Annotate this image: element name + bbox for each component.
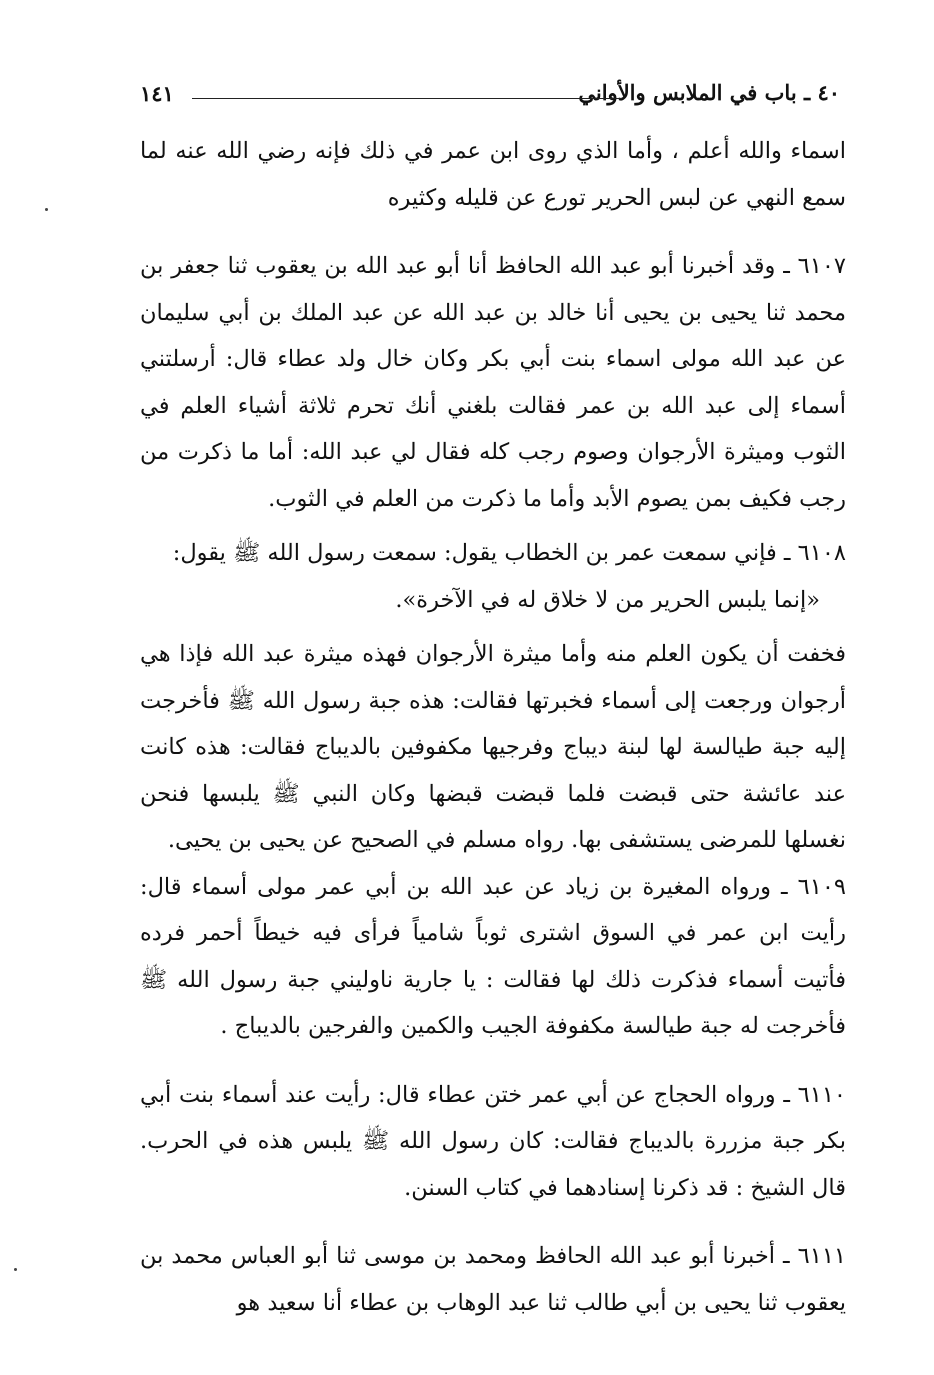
hadith-number: ٦١٠٨ — [797, 540, 846, 566]
hadith-number: ٦١٠٩ — [797, 873, 846, 900]
paragraph-text: ـ وقد أخبرنا أبو عبد الله الحافظ أنا أبو عبد الله بن يعقوب ثنا جعفر بن محمد ثنا يحيى بن يحيى أنا خالد بن عبد الله عن عبد الملك بن أبي سليمان عن عبد الله مولى اسماء بنت أبي بكر وكان خال ولد عطاء قال: أرسلتني أسماء إلى عبد الله بن عمر فقالت بلغني أنك تحرم ثلاثة أشياء العلم في الثوب وميثرة الأرجوان وصوم رجب كله فقال لي عبد الله: أما ما ذكرت من رجب فكيف بمن يصوم الأبد وأما ما ذكرت من العلم في الثوب. — [140, 253, 846, 512]
paragraph-text: ـ فإني سمعت عمر بن الخطاب يقول: سمعت رسول الله ﷺ يقول: — [172, 540, 791, 566]
paragraph-text: ـ ورواه الحجاج عن أبي عمر ختن عطاء قال: رأيت عند أسماء بنت أبي بكر جبة مزررة بالديباج فقالت: كان رسول الله ﷺ يلبس هذه في الحرب. قال الشيخ : قد ذكرنا إسنادهما في كتاب السنن. — [140, 1081, 846, 1201]
paragraph-text: ـ ورواه المغيرة بن زياد عن عبد الله بن أبي عمر مولى أسماء قال: رأيت ابن عمر في السوق اشترى ثوباً شامياً فرأى فيه خيطاً أحمر فرده فأتيت أسماء فذكرت ذلك لها فقالت : يا جارية ناوليني جبة رسول الله ﷺ فأخرجت له جبة طيالسة مكفوفة الجيب والكمين والفرجين بالديباج . — [140, 873, 846, 1039]
margin-speck — [14, 1268, 17, 1271]
hadith-6108 — [140, 530, 846, 577]
hadith-6110 — [140, 1072, 846, 1212]
hadith-number: ٦١٠٧ — [797, 253, 846, 279]
hadith-6111 — [140, 1233, 846, 1326]
hadith-quote — [140, 577, 846, 624]
paragraph-text: اسماء والله أعلم ، وأما الذي روى ابن عمر في ذلك فإنه رضي الله عنه لما سمع النهي عن لبس الحرير تورع عن قليله وكثيره — [140, 138, 846, 211]
hadith-6109 — [140, 864, 846, 1050]
quote-text: «إنما يلبس الحرير من لا خلاق له في الآخرة». — [395, 586, 820, 613]
paragraph-text: ـ أخبرنا أبو عبد الله الحافظ ومحمد بن موسى ثنا أبو العباس محمد بن يعقوب ثنا يحيى بن أبي طالب ثنا عبد الوهاب بن عطاء أنا سعيد هو — [140, 1243, 846, 1316]
hadith-number: ٦١١١ — [797, 1243, 846, 1269]
paragraph-continuation — [140, 631, 846, 864]
hadith-number: ٦١١٠ — [797, 1081, 847, 1108]
margin-speck — [45, 208, 48, 211]
body-text — [140, 128, 846, 1326]
paragraph-intro — [140, 128, 846, 221]
paragraph-text: فخفت أن يكون العلم منه وأما ميثرة الأرجوان فهذه ميثرة عبد الله فإذا هي أرجوان ورجعت إلى أسماء فخبرتها فقالت: هذه جبة رسول الله ﷺ فأخرجت إليه جبة طيالسة لها لبنة ديباج وفرجيها مكفوفين بالديباج فقالت: هذه كانت عند عائشة حتى قبضت فلما قبضت قبضها وكان النبي ﷺ يلبسها فنحن نغسلها للمرضى يستشفى بها. رواه مسلم في الصحيح عن يحيى بن يحيى. — [140, 641, 846, 853]
page-number: ١٤١ — [140, 81, 174, 106]
header-rule — [192, 98, 622, 99]
chapter-title: ٤٠ ـ باب في الملابس والأواني — [578, 80, 840, 105]
hadith-6107 — [140, 243, 846, 522]
running-header — [140, 80, 840, 120]
